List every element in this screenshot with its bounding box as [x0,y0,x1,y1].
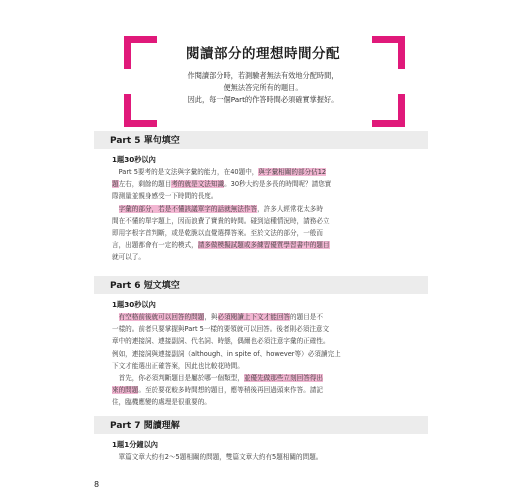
section-header-part5 [94,131,428,149]
body-text: 住，臨機應變的處理是很重要的。 [112,398,211,407]
page-title: 閱讀部分的理想時間分配 [186,46,340,62]
part6-paragraph [112,311,430,409]
body-text: Part 5要考的是文法與字彙的能力，在40題中， [112,168,259,176]
text-line [112,451,430,463]
body-text [112,313,119,321]
highlighted-text: 與字彙相關的部分佔12 [258,168,327,176]
body-text: 即用字根字首判斷，或是乾脆以直覺選擇答案。至於文法的部分，一般而 [112,229,323,238]
page-number: 8 [94,480,100,489]
section-title: Part 5 單句填空 [110,136,180,146]
text-line [112,251,430,263]
text-line [112,166,430,178]
text-line [112,323,430,335]
body-text: 際測量並親身感受一下時間的長度。 [112,192,218,201]
time-limit-heading: 1題30秒以內 [112,300,156,309]
intro-line: 作閱讀部分時，若測驗者無法有效地分配時間， [187,71,339,80]
body-text: 間在不懂的單字題上，因而浪費了寶貴的時間。碰到這種情況時，請務必立 [112,216,330,225]
text-line [112,203,430,215]
highlighted-text: 字彙的部分，若是不懂該議單字的話就無法作答 [118,204,258,213]
highlighted-text: 請多做模擬試題或多練習優質學習書中的題目 [197,241,330,250]
body-text: 。至於要花較多時間想的題目，應等稍後再回過頭來作答。請記 [138,386,323,395]
text-line [112,396,430,408]
body-text: 的題目是不 [290,313,323,321]
time-limit-heading: 1題30秒以內 [112,155,156,164]
highlighted-text: 題 [112,180,119,189]
section-title: Part 6 短文填空 [110,281,180,291]
part7-paragraph [112,451,430,463]
text-line [112,360,430,372]
part5-paragraph [112,166,430,264]
text-line [112,190,430,202]
intro-line: 因此，每一個Part的作答時間必須確實掌握好。 [187,95,339,104]
section-header-part6 [94,276,428,294]
text-line [112,239,430,251]
text-line [112,372,430,384]
highlighted-text: 考的就是文法知識 [171,180,225,189]
text-line [112,227,430,239]
highlighted-text: 有空格前後就可以回答的問題 [118,313,205,321]
highlighted-text: 並優先做那些立刻回答得出 [243,374,323,383]
body-text: 章中的連接詞、連接副詞、代名詞、時態，偶爾也必須注意字彙的正確性。 [112,337,330,346]
intro-line: 便無法答完所有的題目。 [223,83,303,92]
body-text: 下文才能選出正確答案，因此也比較花時間。 [112,361,244,370]
highlighted-text: 必須閱讀上下文才能回答 [217,313,291,321]
text-line [112,178,430,190]
body-text: ，許多人經常花太多時 [257,204,323,213]
time-limit-heading: 1題1分鐘以內 [112,440,158,449]
body-text: 左右，剩餘的題目 [118,180,172,189]
section-header-part7 [94,416,428,434]
body-text: 單篇文章大約有2～5題相關的問題，雙篇文章大約有5題相關的問題。 [112,453,323,461]
text-line [112,348,430,360]
highlighted-text: 來的問題 [112,386,139,395]
body-text: ，與 [204,313,218,321]
section-title: Part 7 閱讀理解 [110,421,180,431]
body-text: 例如，連接詞與連接副詞（although、in spite of、however等）必須讀完上 [112,349,341,358]
body-text: 首先，你必須判斷題目是屬於哪一個類型， [112,374,244,383]
text-line [112,335,430,347]
text-line [112,384,430,396]
body-text: 就可以了。 [112,253,145,262]
intro-text [140,70,386,106]
body-text: 。30秒大約是多長的時間呢？請您實 [224,180,332,189]
body-text: 一樣的。前者只要掌握與Part 5一樣的要領就可以回答。後者則必須注意文 [112,325,330,334]
body-text [112,205,119,213]
body-text: 言，出題都會有一定的模式， [112,241,198,250]
text-line [112,215,430,227]
text-line [112,311,430,323]
